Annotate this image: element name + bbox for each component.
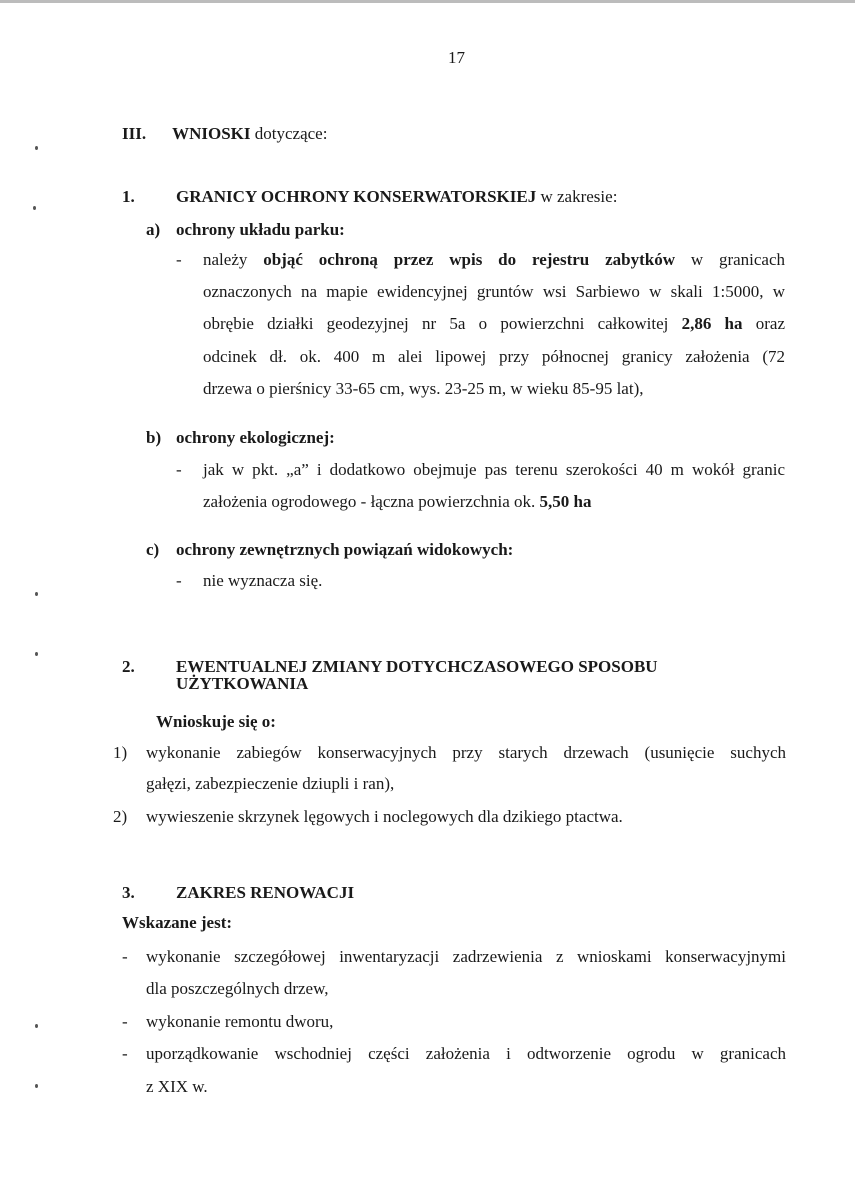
paragraph-line: wywieszenie skrzynek lęgowych i noclegowych dla dzikiego ptactwa. — [146, 807, 623, 826]
subitem-a-heading: ochrony układu parku: — [176, 220, 345, 239]
subitem-a-label: a) — [146, 220, 161, 239]
page-number: 17 — [448, 48, 465, 67]
section-heading — [122, 123, 327, 145]
bullet-dash: - — [176, 571, 182, 590]
item-1-heading — [176, 186, 617, 208]
scan-speck — [35, 1084, 38, 1088]
subitem-c-heading: ochrony zewnętrznych powiązań widokowych: — [176, 540, 514, 559]
paragraph-line: drzewa o pierśnicy 33-65 cm, wys. 23-25 m, w wieku 85-95 lat), — [203, 379, 644, 398]
paragraph-line: dla poszczególnych drzew, — [146, 979, 329, 998]
scan-speck — [35, 1024, 38, 1028]
subitem-c-label: c) — [146, 540, 160, 559]
section-title-rest: dotyczące: — [254, 124, 328, 143]
list-number: 1) — [113, 743, 128, 762]
item-3-lead: Wskazane jest: — [122, 913, 233, 932]
scan-speck — [35, 592, 38, 596]
paragraph-line: uporządkowanie wschodniej części założenia i odtworzenie ogrodu w granicach — [146, 1044, 786, 1063]
scan-speck — [35, 146, 38, 150]
item-3-number: 3. — [122, 883, 135, 902]
bullet-dash: - — [176, 250, 182, 269]
item-1-heading-rest: w zakresie: — [540, 187, 618, 206]
section-numeral: III. — [122, 124, 147, 143]
item-2-heading-line2: UŻYTKOWANIA — [176, 674, 309, 693]
paragraph-line: nie wyznacza się. — [203, 571, 323, 590]
bullet-dash: - — [176, 460, 182, 479]
item-3-heading: ZAKRES RENOWACJI — [176, 883, 355, 902]
item-2-heading-line1: EWENTUALNEJ ZMIANY DOTYCHCZASOWEGO SPOSOBU — [176, 657, 658, 676]
bullet-dash: - — [122, 1044, 128, 1063]
subitem-b-heading: ochrony ekologicznej: — [176, 428, 335, 447]
paragraph-line: wykonanie zabiegów konserwacyjnych przy starych drzewach (usunięcie suchych — [146, 743, 786, 762]
bullet-dash: - — [122, 1012, 128, 1031]
paragraph-line: należy objąć ochroną przez wpis do rejestru zabytków w granicach — [203, 250, 786, 269]
paragraph-line: wykonanie remontu dworu, — [146, 1012, 334, 1031]
scan-speck — [35, 652, 38, 656]
item-2-lead: Wnioskuje się o: — [156, 712, 276, 731]
paragraph-line: gałęzi, zabezpieczenie dziupli i ran), — [146, 774, 395, 793]
item-1-heading-bold: GRANICY OCHRONY KONSERWATORSKIEJ — [176, 187, 537, 206]
item-2-number: 2. — [122, 657, 135, 676]
paragraph-line: wykonanie szczegółowej inwentaryzacji zadrzewienia z wnioskami konserwacyjnymi — [146, 947, 786, 966]
section-title-bold: WNIOSKI — [172, 124, 251, 143]
paragraph-line: założenia ogrodowego - łączna powierzchnia ok. 5,50 ha — [203, 492, 592, 511]
list-number: 2) — [113, 807, 128, 826]
scan-speck — [33, 206, 36, 210]
bullet-dash: - — [122, 947, 128, 966]
paragraph-line: obrębie działki geodezyjnej nr 5a o powierzchni całkowitej 2,86 ha oraz — [203, 314, 785, 333]
item-1-number: 1. — [122, 187, 135, 206]
paragraph-line: z XIX w. — [146, 1077, 208, 1096]
subitem-b-label: b) — [146, 428, 162, 447]
paragraph-line: oznaczonych na mapie ewidencyjnej gruntów wsi Sarbiewo w skali 1:5000, w — [203, 282, 785, 301]
scan-edge — [0, 0, 855, 3]
paragraph-line: jak w pkt. „a” i dodatkowo obejmuje pas terenu szerokości 40 m wokół granic — [203, 460, 785, 479]
paragraph-line: odcinek dł. ok. 400 m alei lipowej przy północnej granicy założenia (72 — [203, 347, 785, 366]
